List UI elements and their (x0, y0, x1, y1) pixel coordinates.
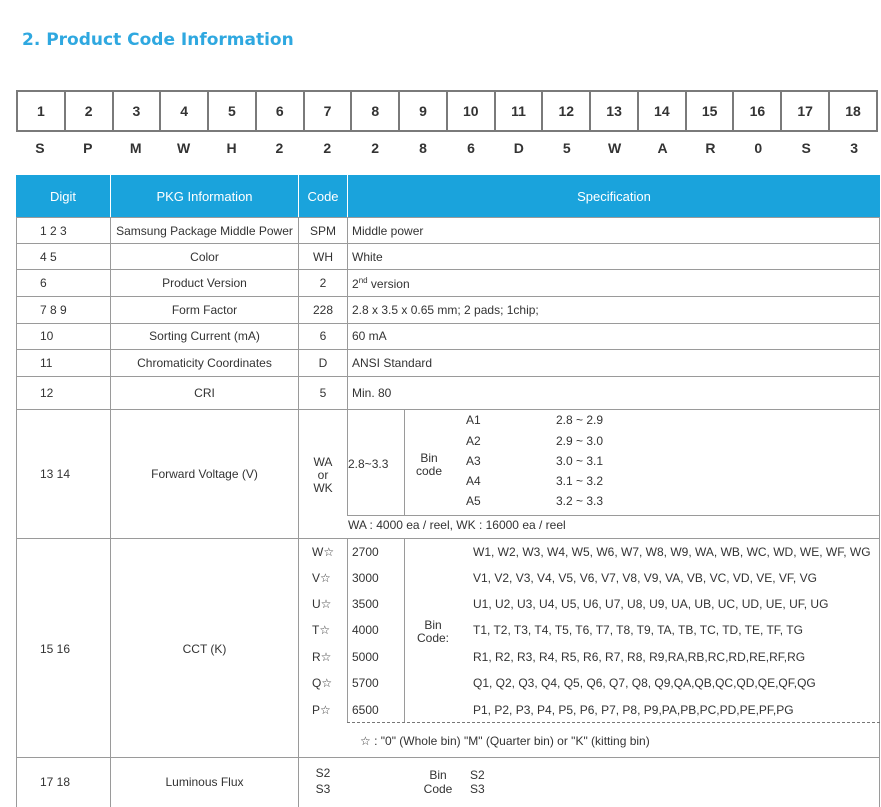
code-letter: 3 (850, 140, 858, 156)
position-cell: 17 (781, 91, 829, 131)
fv-pkg: Forward Voltage (V) (151, 467, 258, 481)
code-letter: A (657, 140, 668, 156)
cct-digit: 15 16 (40, 642, 71, 656)
grid-line (16, 409, 880, 410)
spec-rest: version (367, 277, 410, 291)
fv-code-wk: WK (313, 481, 333, 495)
position-cell: 14 (638, 91, 686, 131)
row-digit: 4 5 (40, 250, 57, 264)
grid-line (879, 217, 880, 807)
cct-code: W☆ (312, 545, 335, 559)
row-spec: Min. 80 (352, 386, 392, 400)
row-code: 2 (319, 276, 327, 290)
cct-code: Q☆ (312, 676, 333, 690)
position-cell: 6 (256, 91, 304, 131)
code-letter: H (226, 140, 237, 156)
cct-code: P☆ (312, 703, 331, 717)
row-spec: 2.8 x 3.5 x 0.65 mm; 2 pads; 1chip; (352, 303, 539, 317)
row-code: 228 (312, 303, 334, 317)
cct-value: 3500 (352, 597, 379, 611)
code-letters-row (16, 140, 878, 156)
header-specification: Specification (348, 175, 880, 217)
flux-bin-value: S3 (470, 782, 485, 796)
row-code: WH (313, 250, 333, 264)
code-letter: S (35, 140, 45, 156)
fv-bin-range: 2.9 ~ 3.0 (556, 434, 604, 448)
cct-bin-label: Bin (424, 618, 442, 632)
position-cell: 18 (829, 91, 877, 131)
code-letter: 2 (371, 140, 380, 156)
fv-bin-range: 3.2 ~ 3.3 (556, 494, 604, 508)
cct-bins: Q1, Q2, Q3, Q4, Q5, Q6, Q7, Q8, Q9,QA,QB,QC,QD,QE,QF,QG (473, 676, 816, 690)
position-cell: 2 (65, 91, 113, 131)
header-divider (298, 175, 299, 217)
position-cell: 12 (542, 91, 590, 131)
fv-note: WA : 4000 ea / reel, WK : 16000 ea / reel (348, 518, 566, 532)
cct-bins: R1, R2, R3, R4, R5, R6, R7, R8, R9,RA,RB,RC,RD,RE,RF,RG (473, 650, 806, 664)
cct-code: U☆ (312, 597, 332, 611)
position-cell: 13 (590, 91, 638, 131)
row-spec: 60 mA (352, 329, 387, 343)
header-digit: Digit (16, 175, 110, 217)
cct-value: 5700 (352, 676, 379, 690)
cct-value: 4000 (352, 623, 379, 637)
position-cell: 11 (495, 91, 543, 131)
grid-line (16, 349, 880, 350)
code-letter: P (83, 140, 93, 156)
code-letter: M (129, 140, 142, 156)
fv-bin-label: code (415, 464, 443, 478)
position-cell: 10 (447, 91, 495, 131)
row-pkg: Samsung Package Middle Power (116, 224, 293, 238)
grid-line (16, 269, 880, 270)
cct-bins: U1, U2, U3, U4, U5, U6, U7, U8, U9, UA, UB, UC, UD, UE, UF, UG (473, 597, 829, 611)
code-letter: 2 (275, 140, 284, 156)
fv-bin-name: A2 (466, 434, 481, 448)
code-letter: 0 (754, 140, 763, 156)
code-letter: W (177, 140, 191, 156)
position-cell: 15 (686, 91, 734, 131)
row-digit: 12 (40, 386, 54, 400)
spec-superscript: nd (358, 276, 368, 285)
fv-code-or: or (317, 468, 329, 482)
cct-bin-label: Code: (416, 631, 450, 645)
row-spec: Middle power (352, 224, 424, 238)
code-letter: W (608, 140, 622, 156)
fv-bin-label: Bin (420, 451, 438, 465)
code-letter: D (513, 140, 524, 156)
row-pkg: Chromaticity Coordinates (137, 356, 272, 370)
cct-bins: V1, V2, V3, V4, V5, V6, V7, V8, V9, VA, VB, VC, VD, VE, VF, VG (473, 571, 817, 585)
grid-line (16, 323, 880, 324)
row-pkg: CRI (194, 386, 215, 400)
position-cell: 7 (304, 91, 352, 131)
header-divider (347, 175, 348, 217)
header-divider (110, 175, 111, 217)
fv-bin-range: 3.0 ~ 3.1 (556, 454, 604, 468)
cct-code: R☆ (312, 650, 332, 664)
position-cell: 1 (17, 91, 65, 131)
row-digit: 6 (40, 276, 47, 290)
cct-code: T☆ (312, 623, 331, 637)
position-cell: 5 (208, 91, 256, 131)
grid-line (16, 538, 880, 539)
grid-line (16, 376, 880, 377)
cct-value: 5000 (352, 650, 379, 664)
fv-bin-name: A5 (466, 494, 481, 508)
flux-bin-label: Code (423, 782, 453, 796)
row-pkg: Sorting Current (mA) (149, 329, 260, 343)
grid-line (16, 243, 880, 244)
header-code: Code (299, 175, 347, 217)
cct-bins: W1, W2, W3, W4, W5, W6, W7, W8, W9, WA, WB, WC, WD, WE, WF, WG (473, 545, 871, 559)
header-pkg-information: PKG Information (111, 175, 298, 217)
dashed-divider (347, 722, 880, 723)
fv-bin-name: A3 (466, 454, 481, 468)
row-digit: 1 2 3 (40, 224, 67, 238)
code-letter: 2 (323, 140, 332, 156)
grid-line (347, 515, 880, 516)
grid-line (16, 217, 17, 807)
code-letter: R (705, 140, 716, 156)
row-code: 6 (319, 329, 327, 343)
position-cell: 3 (113, 91, 161, 131)
flux-pkg: Luminous Flux (165, 775, 244, 789)
cct-value: 3000 (352, 571, 379, 585)
cct-value: 2700 (352, 545, 379, 559)
grid-line (16, 217, 880, 218)
cct-code: V☆ (312, 571, 331, 585)
position-cell: 4 (160, 91, 208, 131)
grid-line (16, 296, 880, 297)
flux-code: S3 (315, 782, 331, 796)
fv-bin-name: A1 (466, 413, 481, 427)
row-digit: 7 8 9 (40, 303, 67, 317)
code-position-boxes (16, 90, 878, 132)
section-title: 2. Product Code Information (22, 30, 294, 50)
flux-code: S2 (315, 766, 331, 780)
row-digit: 10 (40, 329, 54, 343)
cct-value: 6500 (352, 703, 379, 717)
code-letter: 8 (419, 140, 427, 156)
row-pkg: Color (190, 250, 219, 264)
row-code: D (318, 356, 328, 370)
code-letter: 5 (562, 140, 571, 156)
fv-bin-range: 3.1 ~ 3.2 (556, 474, 604, 488)
row-code: SPM (309, 224, 336, 238)
row-code: 5 (319, 386, 327, 400)
position-cell: 16 (733, 91, 781, 131)
row-spec: White (352, 250, 383, 264)
position-cell: 9 (399, 91, 447, 131)
row-pkg: Form Factor (171, 303, 238, 317)
row-spec: ANSI Standard (352, 356, 433, 370)
grid-line (347, 538, 348, 722)
cct-bins: P1, P2, P3, P4, P5, P6, P7, P8, P9,PA,PB,PC,PD,PE,PF,PG (473, 703, 794, 717)
flux-bin-value: S2 (470, 768, 485, 782)
grid-line (16, 757, 880, 758)
cct-bins: T1, T2, T3, T4, T5, T6, T7, T8, T9, TA, TB, TC, TD, TE, TF, TG (473, 623, 803, 637)
cct-note: ☆ : "0" (Whole bin) "M" (Quarter bin) or "K" (kitting bin) (360, 734, 650, 748)
fv-range: 2.8~3.3 (348, 457, 389, 471)
spec-number: 2 (352, 277, 359, 291)
code-letter: S (801, 140, 811, 156)
flux-bin-label: Bin (429, 768, 447, 782)
row-spec (352, 276, 410, 291)
fv-bin-range: 2.8 ~ 2.9 (556, 413, 604, 427)
cct-pkg: CCT (K) (182, 642, 227, 656)
fv-code-wa: WA (313, 455, 333, 469)
position-cell: 8 (351, 91, 399, 131)
fv-digit: 13 14 (40, 467, 71, 481)
fv-bin-name: A4 (466, 474, 481, 488)
row-pkg: Product Version (162, 276, 247, 290)
code-letter: 6 (467, 140, 475, 156)
row-digit: 11 (40, 356, 53, 370)
flux-digit: 17 18 (40, 775, 71, 789)
